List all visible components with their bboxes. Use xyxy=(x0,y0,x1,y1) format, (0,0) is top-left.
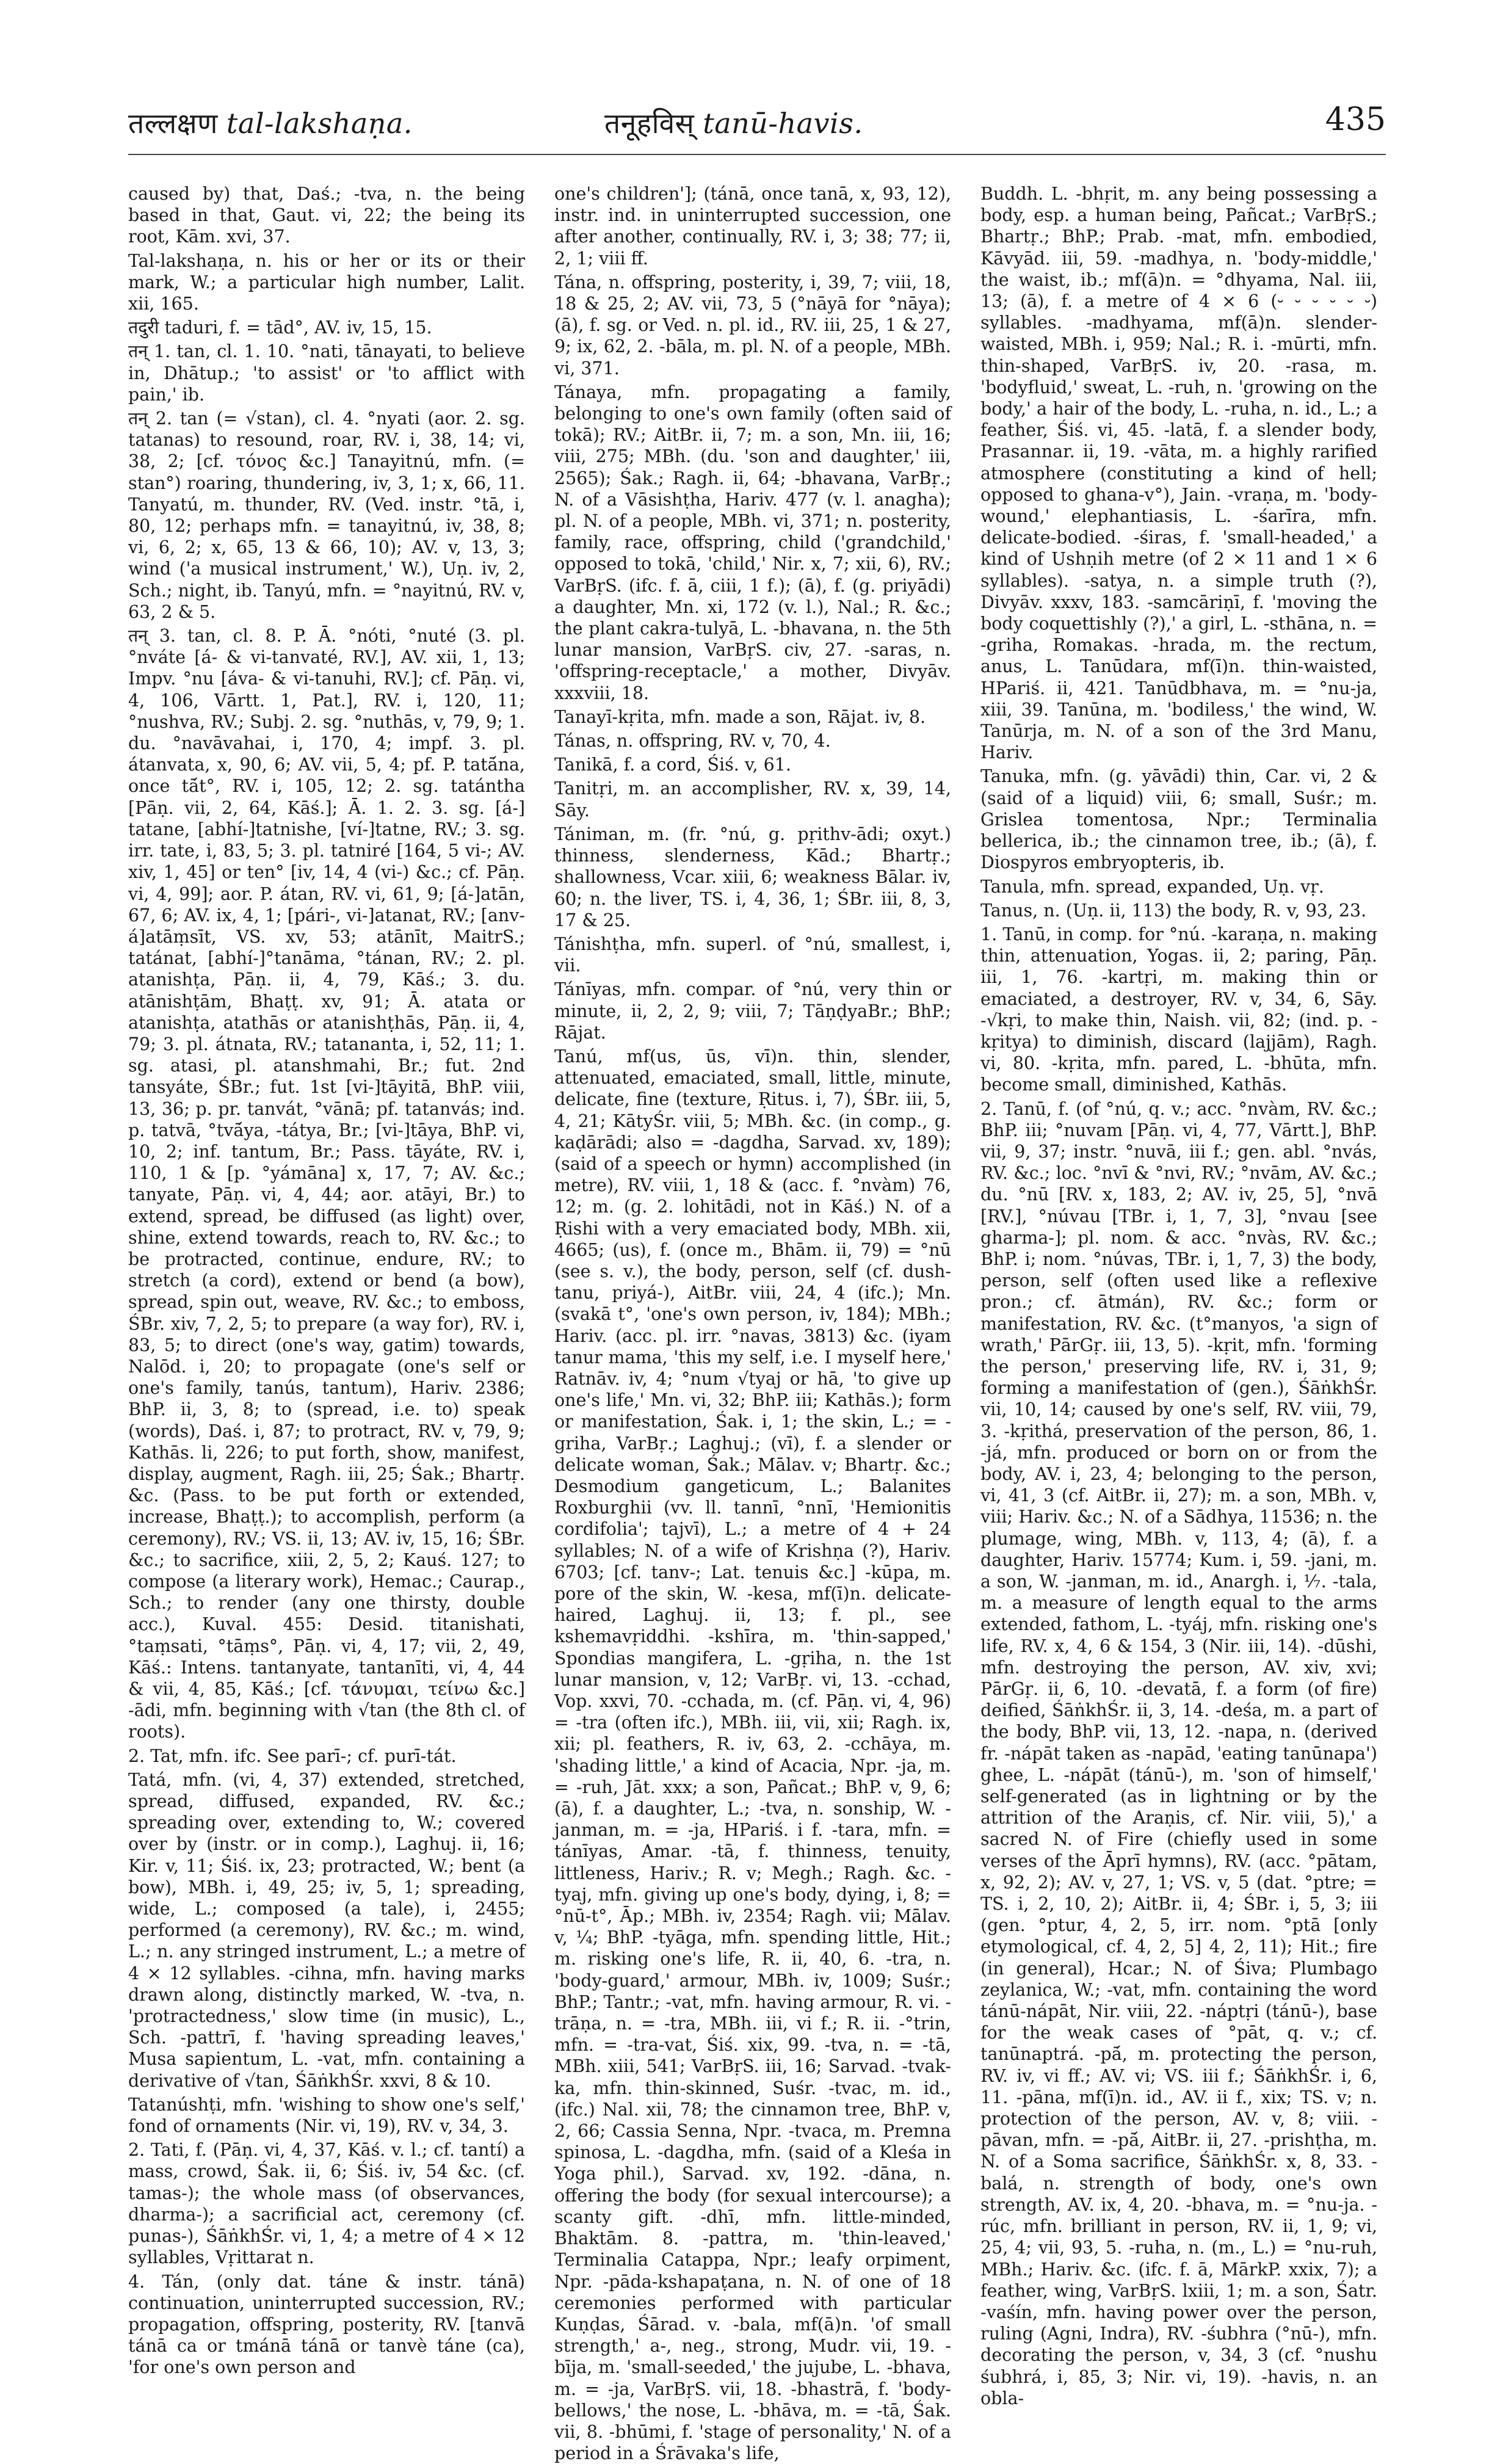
dictionary-entry: Tatanúshṭi, mfn. 'wishing to show one's self,' fond of ornaments (Nir. vi, 19), RV. v, 34, 3. xyxy=(128,2094,525,2137)
dictionary-entry: Tanuka, mfn. (g. yāvādi) thin, Car. vi, 2 & (said of a liquid) viii, 6; small, Suśr.; m. Grislea tomentosa, Npr.; Terminalia bellerica, ib.; the cinnamon tree, ib.; (ā), f. Diospyros embryopteris, ib. xyxy=(980,766,1377,873)
dictionary-entry: one's children']; (tánā, once tanā, x, 93, 12), instr. ind. in uninterrupted succession, one after another, continually, RV. i, 3; 38; 77; ii, 2, 1; viii ff. xyxy=(554,184,951,269)
column-2 xyxy=(554,183,951,2464)
left-headword xyxy=(128,104,413,142)
dictionary-entry: caused by) that, Daś.; -tva, n. the being based in that, Gaut. vi, 22; the being its root, Kām. xvi, 37. xyxy=(128,184,525,247)
dictionary-entry: Tanus, n. (Uṇ. ii, 113) the body, R. v, 93, 23. xyxy=(980,900,1367,921)
dictionary-entry: Tána, n. offspring, posterity, i, 39, 7; viii, 18, 18 & 25, 2; AV. vii, 73, 5 (°nāyā for °nāya); (ā), f. sg. or Ved. n. pl. id., RV. iii, 25, 1 & 27, 9; ix, 62, 2. -bāla, m. pl. N. of a people, MBh. vi, 371. xyxy=(554,272,951,379)
running-header xyxy=(128,98,1386,153)
dictionary-entry: 1. Tanū, in comp. for °nú. -karaṇa, n. making thin, attenuation, Yogas. ii, 2; paring, Pāṇ. iii, 1, 76. -kartṛi, m. making thin or emaciated, a destroyer, RV. v, 34, 6, Sāy. -√kṛi, to make thin, Naish. vii, 82; (ind. p. -kṛitya) to diminish, discard (lajjām), Ragh. vi, 80. -kṛita, mfn. pared, L. -bhūta, mfn. become small, diminished, Kathās. xyxy=(980,924,1377,1095)
dictionary-entry: Buddh. L. -bhṛit, m. any being possessing a body, esp. a human being, Pañcat.; VarBṛS.; Bhartṛ.; BhP.; Prab. -mat, mfn. embodied, Kāvyād. iii, 59. -madhya, n. 'body-middle,' the waist, ib.; mf(ā)n. = °dhyama, Nal. iii, 13; (ā), f. a metre of 4 × 6 (⏑ ⏑ ⏑ ⏑ ⏑ ⏑) syllables. -madhyama, mf(ā)n. slender-waisted, MBh. i, 959; Nal.; R. i. -mūrti, mfn. thin-shaped, VarBṛS. iv, 20. -rasa, m. 'bodyfluid,' sweat, L. -ruh, n. 'growing on the body,' a hair of the body, L. -ruha, n. id., L.; a feather, Śiś. vi, 45. -latā, f. a slender body, Prasannar. ii, 19. -vāta, m. a highly rarified atmosphere (constituting a kind of hell; opposed to ghana-v°), Jain. -vraṇa, m. 'body-wound,' elephantiasis, L. -śarīra, mfn. delicate-bodied. -śiras, f. 'small-headed,' a kind of Ushṇih metre (of 2 × 11 and 1 × 6 syllables). -satya, n. a simple truth (?), Divyāv. xxxv, 183. -samcāriṇī, f. 'moving the body coquettishly (?),' a girl, L. -sthāna, n. = -griha, Romakas. -hrada, m. the rectum, anus, L. Tanūdara, mf(ī)n. thin-waisted, HPariś. ii, 421. Tanūdbhava, m. = °nu-ja, xiii, 39. Tanūna, m. 'bodiless,' the wind, W. Tanūrja, m. N. of a son of the 3rd Manu, Hariv. xyxy=(980,184,1377,763)
page-number: 435 xyxy=(1325,101,1386,138)
dictionary-entry: 2. Tat, mfn. ifc. See parī-; cf. purī-tát. xyxy=(128,1745,457,1766)
right-headword xyxy=(604,104,863,142)
dictionary-entry: Tanula, mfn. spread, expanded, Uṇ. vṛ. xyxy=(980,876,1324,897)
dictionary-entry: Tanú, mf(us, ūs, vī)n. thin, slender, attenuated, emaciated, small, little, minute, delicate, fine (texture, Ṛitus. i, 7), ŚBr. iii, 5, 4, 21; KātyŚr. viii, 5; MBh. &c. (in comp., g. kaḍārādi; also = -dagdha, Sarvad. xv, 189); (said of a speech or hymn) accomplished (in metre), RV. viii, 1, 18 & (acc. f. °nvàm) 76, 12; m. (g. 2. lohitādi, not in Kāś.) N. of a Ṛishi with a very emaciated body, MBh. xii, 4665; (us), f. (once m., Bhām. ii, 79) = °nū (see s. v.), the body, person, self (cf. dush-tanu, priyá-), AitBr. viii, 24, 4 (ifc.); Mn. (svakā t°, 'one's own person, iv, 184); MBh.; Hariv. (acc. pl. irr. °navas, 3813) &c. (iyam tanur mama, 'this my self, i.e. I myself here,' Ratnāv. iv, 4; °num √tyaj or hā, 'to give up one's life,' Mn. vi, 32; BhP. iii; Kathās.); form or manifestation, Śak. i, 1; the skin, L.; = -griha, VarBṛ.; Laghuj.; (vī), f. a slender or delicate woman, Śak.; Mālav. v; Bhartṛ. &c.; Desmodium gangeticum, L.; Balanites Roxburghii (vv. ll. tannī, °nnī, 'Hemionitis cordifolia'; tajvī), L.; a metre of 4 + 24 syllables; N. of a wife of Krishṇa (?), Hariv. 6703; [cf. tanv-; Lat. tenuis &c.] -kūpa, m. pore of the skin, W. -kesa, mf(ī)n. delicate-haired, Laghuj. ii, 13; f. pl., see kshemavṛiddhi. -kshīra, m. 'thin-sapped,' Spondias mangifera, L. -gṛiha, n. the 1st lunar mansion, v, 12; VarBṛ. vi, 13. -cchad, Vop. xxvi, 70. -cchada, m. (cf. Pāṇ. vi, 4, 96) = -tra (often ifc.), MBh. iii, vii, xii; Ragh. ix, xii; pl. feathers, R. iv, 63, 2. -cchāya, m. 'shading little,' a kind of Acacia, Npr. -ja, m. = -ruh, Jāt. xxx; a son, Pañcat.; BhP. v, 9, 6; (ā), f. a daughter, L.; -tva, n. sonship, W. -janman, m. = -ja, HPariś. i f. -tara, mfn. = tánīyas, Amar. -tā, f. thinness, tenuity, littleness, Hariv.; R. v; Megh.; Ragh. &c. -tyaj, mfn. giving up one's body, dying, i, 8; = °nū-t°, Āp.; MBh. iv, 2354; Ragh. vii; Mālav. v, ¼; BhP. -tyāga, mfn. spending little, Hit.; m. risking one's life, R. ii, 40, 6. -tra, n. 'body-guard,' armour, MBh. iv, 1009; Suśr.; BhP.; Tantr.; -vat, mfn. having armour, R. vi. -trāṇa, n. = -tra, MBh. iii, vi f.; R. ii. -°trin, mfn. = -tra-vat, Śiś. xix, 99. -tva, n. = -tā, MBh. xiii, 541; VarBṛS. iii, 16; Sarvad. -tvak-ka, mfn. thin-skinned, Suśr. -tvac, m. id., (ifc.) Nal. xii, 78; the cinnamon tree, BhP. v, 2, 66; Cassia Senna, Npr. -tvaca, m. Premna spinosa, L. -dagdha, mfn. (said of a Kleśa in Yoga phil.), Sarvad. xv, 192. -dāna, n. offering the body (for sexual intercourse); a scanty gift. -dhī, mfn. little-minded, Bhaktām. 8. -pattra, m. 'thin-leaved,' Terminalia Catappa, Npr.; leafy orpiment, Npr. -pāda-kshapaṭana, n. N. of one of 18 ceremonies performed with particular Kuṇḍas, Śārad. v. -bala, mf(ā)n. 'of small strength,' a-, neg., strong, Mudr. vii, 19. -bīja, m. 'small-seeded,' the jujube, L. -bhava, m. = -ja, VarBṛS. vii, 18. -bhastrā, f. 'body-bellows,' the nose, L. -bhāva, m. = -tā, Śak. vii, 8. -bhūmi, f. 'stage of personality,' N. of a period in a Śrāvaka's life, xyxy=(554,1046,951,2464)
dictionary-entry: 2. Tati, f. (Pāṇ. vi, 4, 37, Kāś. v. l.; cf. tantí) a mass, crowd, Śak. ii, 6; Śiś. iv, 54 &c. (cf. tamas-); the whole mass (of observances, dharma-); a sacrificial act, ceremony (cf. punas-), ŚāṅkhŚr. vi, 1, 4; a metre of 4 × 12 syllables, Vṛittarat n. xyxy=(128,2140,525,2268)
dictionary-entry: Tanitṛi, m. an accomplisher, RV. x, 39, 14, Sāy. xyxy=(554,778,951,821)
column-1 xyxy=(128,183,525,2378)
dictionary-entry: Tánīyas, mfn. compar. of °nú, very thin or minute, ii, 2, 2, 9; viii, 7; TāṇḍyaBr.; BhP.; Rājat. xyxy=(554,979,951,1043)
dictionary-entry: तन् 2. tan (= √stan), cl. 4. °nyati (aor. 2. sg. tatanas) to resound, roar, RV. i, 38, 14; vi, 38, 2; [cf. τόνος &c.] Tanayitnú, mfn. (= stan°) roaring, thundering, iv, 3, 1; x, 66, 11. Tanyatú, m. thunder, RV. (Ved. instr. °tā, i, 80, 12; perhaps mfn. = tanayitnú, iv, 38, 8; vi, 6, 2; x, 65, 13 & 66, 10); AV. v, 13, 3; wind ('a musical instrument,' W.), Uṇ. iv, 2, Sch.; night, ib. Tanyú, mfn. = °nayitnú, RV. v, 63, 2 & 5. xyxy=(128,408,525,622)
left-headword-latin: tal-lakshaṇa. xyxy=(226,107,413,140)
dictionary-entry: 4. Tán, (only dat. táne & instr. tánā) continuation, uninterrupted succession, RV.; propagation, offspring, posterity, RV. [tanvā tánā ca or tmánā tánā or tanvè táne (ca), 'for one's own person and xyxy=(128,2271,525,2378)
column-3 xyxy=(980,183,1377,2408)
dictionary-entry: तन् 1. tan, cl. 1. 10. °nati, tānayati, to believe in, Dhātup.; 'to assist' or 'to afflict with pain,' ib. xyxy=(128,341,525,405)
header-rule xyxy=(128,154,1386,155)
dictionary-entry: Tanikā, f. a cord, Śiś. v, 61. xyxy=(554,755,791,775)
dictionary-entry: Tal-lakshaṇa, n. his or her or its or their mark, W.; a particular high number, Lalit. xii, 165. xyxy=(128,250,525,314)
right-headword-devanagari: तनूहविस् xyxy=(604,107,695,140)
dictionary-entry: Tániman, m. (fr. °nú, g. pṛithv-ādi; oxyt.) thinness, slenderness, Kād.; Bhartṛ.; shallowness, Vcar. xiii, 6; weakness Bālar. iv, 60; n. the liver, TS. i, 4, 36, 1; ŚBr. iii, 8, 3, 17 & 25. xyxy=(554,824,951,930)
right-headword-latin: tanū-havis. xyxy=(703,107,863,140)
dictionary-entry: Tatá, mfn. (vi, 4, 37) extended, stretched, spread, diffused, expanded, RV. &c.; spreading over, extending to, W.; covered over by (instr. or in comp.), Laghuj. ii, 16; Kir. v, 11; Śiś. ix, 23; protracted, W.; bent (a bow), MBh. i, 49, 25; iv, 5, 1; spreading, wide, L.; composed (a tale), i, 2455; performed (a ceremony), RV. &c.; m. wind, L.; n. any stringed instrument, L.; a metre of 4 × 12 syllables. -cihna, mfn. having marks drawn along, distinctly marked, W. -tva, n. 'protractedness,' slow time (in music), L., Sch. -pattrī, f. 'having spreading leaves,' Musa sapientum, L. -vat, mfn. containing a derivative of √tan, ŚāṅkhŚr. xxvi, 8 & 10. xyxy=(128,1769,525,2091)
dictionary-entry: Tánaya, mfn. propagating a family, belonging to one's own family (often said of tokā); RV.; AitBr. ii, 7; m. a son, Mn. iii, 16; viii, 275; MBh. (du. 'son and daughter,' iii, 2565); Śak.; Ragh. ii, 64; -bhavana, VarBṛ.; N. of a Vāsishṭha, Hariv. 477 (v. l. anagha); pl. N. of a people, MBh. vi, 371; n. posterity, family, race, offspring, child ('grandchild,' opposed to tokā, 'child,' Nir. x, 7; xii, 6), RV.; VarBṛS. (ifc. f. ā, ciii, 1 f.); (ā), f. (g. priyādi) a daughter, Mn. xi, 172 (v. l.), Nal.; R. &c.; the plant cakra-tulyā, L. -bhavana, n. the 5th lunar mansion, VarBṛS. civ, 27. -saras, n. 'offspring-receptacle,' a mother, Divyāv. xxxviii, 18. xyxy=(554,382,951,703)
left-headword-devanagari: तल्लक्षण xyxy=(128,107,218,140)
dictionary-entry: Tánishṭha, mfn. superl. of °nú, smallest, i, vii. xyxy=(554,933,951,976)
dictionary-entry: Tánas, n. offspring, RV. v, 70, 4. xyxy=(554,731,831,752)
dictionary-entry: तन् 3. tan, cl. 8. P. Ā. °nóti, °nuté (3. pl. °nváte [á- & vi-tanvaté, RV.], AV. xii, 1, 13; Impv. °nu [áva- & vi-tanuhi, RV.]; cf. Pāṇ. vi, 4, 106, Vārtt. 1, Pat.], RV. i, 120, 11; °nushva, RV.; Subj. 2. sg. °nuthās, v, 79, 9; 1. du. °navāvahai, i, 170, 4; impf. 3. pl. átanvata, x, 90, 6; AV. vii, 5, 4; pf. P. tatā́na, once tā́t°, RV. i, 105, 12; 2. sg. tatántha [Pāṇ. vii, 2, 64, Kāś.]; Ā. 1. 2. 3. sg. [á-] tatane, [abhí-]tatnishe, [ví-]tatne, RV.; 3. sg. irr. tate, i, 83, 5; 3. pl. tatniré [164, 5 vi-; AV. xiv, 1, 45] or ten° [iv, 14, 4 (vi-) &c.; cf. Pāṇ. vi, 4, 99]; aor. P. átan, RV. vi, 61, 9; [á-]atān, 67, 6; AV. ix, 4, 1; [pári-, vi-]atanat, RV.; [anv-á]atāṃsīt, VS. xv, 53; atānīt, MaitrS.; tatánat, [abhí-]°tanāma, °tánan, RV.; 2. pl. atanishṭa, Pāṇ. ii, 4, 79, Kāś.; 3. du. atānishṭām, Bhaṭṭ. xv, 91; Ā. atata or atanishṭa, atathās or atanishṭhās, Pāṇ. ii, 4, 79; 3. pl. átnata, RV.; tatananta, i, 52, 11; 1. sg. atasi, pl. atanshmahi, Br.; fut. 2nd tansyáte, ŚBr.; fut. 1st [vi-]tāyitā, BhP. viii, 13, 36; p. pr. tanvát, °vānā; pf. tatanvás; ind. p. tatvā, °tvā́ya, -tátya, Br.; [vi-]tāya, BhP. vi, 10, 2; inf. tantum, Br.; Pass. tāyáte, RV. i, 110, 1 & [p. °yámāna] x, 17, 7; AV. &c.; tanyate, Pāṇ. vi, 4, 44; aor. atāyi, Br.) to extend, spread, be diffused (as light) over, shine, extend towards, reach to, RV. &c.; to be protracted, continue, endure, RV.; to stretch (a cord), extend or bend (a bow), spread, spin out, weave, RV. &c.; to emboss, ŚBr. xiv, 7, 2, 5; to prepare (a way for), RV. i, 83, 5; to direct (one's way, gatim) towards, Nalōd. i, 20; to propagate (one's self or one's family, tanús, tantum), Hariv. 2386; BhP. ii, 3, 8; to (spread, i.e. to) speak (words), Daś. i, 87; to protract, RV. v, 79, 9; Kathās. li, 226; to put forth, show, manifest, display, augment, Ragh. iii, 25; Śak.; Bhartṛ. &c. (Pass. to be put forth or extended, increase, Bhaṭṭ.); to accomplish, perform (a ceremony), RV.; VS. ii, 13; AV. iv, 15, 16; ŚBr. &c.; to sacrifice, xiii, 2, 5, 2; Kauś. 127; to compose (a literary work), Hemac.; Caurap., Sch.; to render (any one thirsty, double acc.), Kuval. 455: Desid. titanishati, °taṃsati, °tāṃs°, Pāṇ. vi, 4, 17; vii, 2, 49, Kāś.: Intens. tantanyate, tantanīti, vi, 4, 44 & vii, 4, 85, Kāś.; [cf. τάνυμαι, τείνω &c.] -ādi, mfn. beginning with √tan (the 8th cl. of roots). xyxy=(128,626,525,1742)
dictionary-entry: तदुरी taduri, f. = tād°, AV. iv, 15, 15. xyxy=(128,317,432,338)
dictionary-entry: 2. Tanū, f. (of °nú, q. v.; acc. °nvàm, RV. &c.; BhP. iii; °nuvam [Pāṇ. vi, 4, 77, Vārtt.], BhP. vii, 9, 37; instr. °nuvā, iii f.; gen. abl. °nvás, RV. &c.; loc. °nvī & °nvi, RV.; °nvām, AV. &c.; du. °nū [RV. x, 183, 2; AV. iv, 25, 5], °nvā [RV.], °núvau [TBr. i, 1, 7, 3], °nvau [see gharma-]; pl. nom. & acc. °nvàs, RV. &c.; BhP. i; nom. °núvas, TBr. i, 1, 7, 3) the body, person, self (often used like a reflexive pron.; cf. ātmán), RV. &c.; form or manifestation, RV. &c. (t°manyos, 'a sign of wrath,' PārGṛ. iii, 13, 5). -kṛit, mfn. 'forming the person,' preserving life, RV. i, 31, 9; forming a manifestation of (gen.), ŚāṅkhŚr. vii, 10, 14; caused by one's self, RV. viii, 79, 3. -kṛithá, preservation of the person, 86, 1. -já, mfn. produced or born on or from the body, AV. i, 23, 4; belonging to the person, vi, 41, 3 (cf. AitBr. ii, 27); m. a son, MBh. v, viii; Hariv. &c.; N. of a Sādhya, 11536; n. the plumage, wing, MBh. v, 113, 4; (ā), f. a daughter, Hariv. 15774; Kum. i, 59. -jani, m. a son, W. -janman, m. id., Anargh. i, ⅐. -tala, m. a measure of length equal to the arms extended, fathom, L. -tyáj, mfn. risking one's life, RV. x, 4, 6 & 154, 3 (Nir. iii, 14). -dūshi, mfn. destroying the person, AV. xiv, xvi; PārGṛ. ii, 6, 10. -devatā, f. a form (of fire) deified, ŚāṅkhŚr. ii, 3, 14. -deśa, m. a part of the body, BhP. vii, 13, 12. -napa, n. (derived fr. -nápāt taken as -napād, 'eating tanūnapa') ghee, L. -nápāt (tánū-), m. 'son of himself,' self-generated (as in lightning or by the attrition of the Araṇis, cf. Nir. viii, 5),' a sacred N. of Fire (chiefly used in some verses of the Āprī hymns), RV. (acc. °pātam, x, 92, 2); AV. v, 27, 1; VS. v, 5 (dat. °ptre; = TS. i, 2, 10, 2); AitBr. ii, 4; ŚBr. i, 5, 3; iii (gen. °ptur, 4, 2, 5, irr. nom. °ptā [only etymological, cf. 4, 2, 5] 4, 2, 11); Hit.; fire (in general), Hcar.; N. of Śiva; Plumbago zeylanica, W.; -vat, mfn. containing the word tánū-nápāt, Nir. viii, 22. -náptṛi (tánū-), base for the weak cases of °pāt, q. v.; cf. tanūnaptrá. -pā́, m. protecting the person, RV. iv, vi ff.; AV. vi; VS. iii f.; ŚāṅkhŚr. i, 6, 11. -pāna, mf(ī)n. id., AV. ii f., xix; TS. v; n. protection of the person, AV. v, 8; viii. -pāvan, mfn. = -pā́, AitBr. ii, 27. -prishṭha, m. N. of a Soma sacrifice, ŚāṅkhŚr. x, 8, 33. -balá, n. strength of body, one's own strength, AV. ix, 4, 20. -bhava, m. = °nu-ja. -rúc, mfn. brilliant in person, RV. ii, 1, 9; vi, 25, 4; vii, 93, 5. -ruha, n. (m., L.) = °nu-ruh, MBh.; Hariv. &c. (ifc. f. ā, MārkP. xxix, 7); a feather, wing, VarBṛS. lxiii, 1; m. a son, Śatr. -vaśín, mfn. having power over the person, ruling (Agni, Indra), RV. -śubhra (°nū-), mfn. decorating the person, v, 34, 3 (cf. °nushu śubhrá, i, 85, 3; Nir. vi, 19). -havis, n. an obla- xyxy=(980,1098,1377,2408)
dictionary-entry: Tanayī-kṛita, mfn. made a son, Rājat. iv, 8. xyxy=(554,706,926,727)
